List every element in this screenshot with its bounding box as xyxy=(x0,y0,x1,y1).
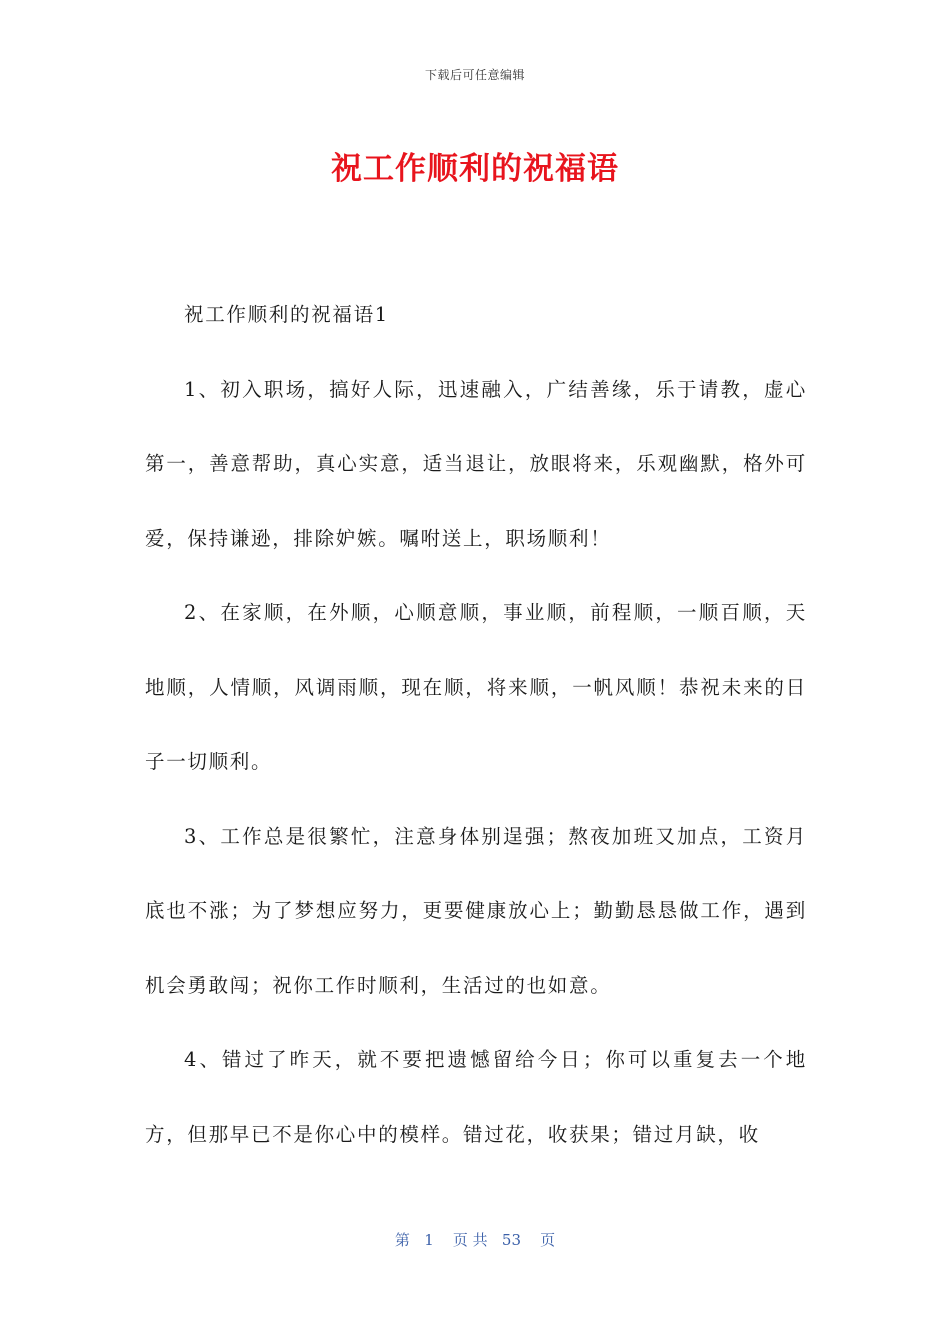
footer-current-page: 1 xyxy=(424,1231,434,1249)
footer-total-pages: 53 xyxy=(501,1231,522,1249)
paragraph-1: 1、初入职场，搞好人际，迅速融入，广结善缘，乐于请教，虚心第一，善意帮助，真心实意，适当退让，放眼将来，乐观幽默，格外可爱，保持谦逊，排除妒嫉。嘱咐送上，职场顺利！ xyxy=(145,377,807,550)
paragraph-2: 2、在家顺，在外顺，心顺意顺，事业顺，前程顺，一顺百顺，天地顺，人情顺，风调雨顺，现在顺，将来顺，一帆风顺！恭祝未来的日子一切顺利。 xyxy=(145,601,807,773)
document-title: 祝工作顺利的祝福语 xyxy=(331,151,619,187)
document-body xyxy=(145,278,807,1172)
paragraph-4: 4、错过了昨天，就不要把遗憾留给今日；你可以重复去一个地方，但那早已不是你心中的模样。错过花，收获果；错过月缺，收 xyxy=(145,1048,807,1146)
section-heading: 祝工作顺利的祝福语1 xyxy=(184,303,389,326)
paragraph-3: 3、工作总是很繁忙，注意身体别逞强；熬夜加班又加点，工资月底也不涨；为了梦想应努力，更要健康放心上；勤勤恳恳做工作，遇到机会勇敢闯；祝你工作时顺利，生活过的也如意。 xyxy=(145,824,807,997)
footer-label-end: 页 xyxy=(540,1231,556,1249)
footer-label-total: 页 共 xyxy=(452,1231,488,1249)
page-footer xyxy=(0,1229,950,1250)
header-note: 下载后可任意编辑 xyxy=(424,68,525,82)
footer-label-page: 第 xyxy=(394,1231,410,1249)
